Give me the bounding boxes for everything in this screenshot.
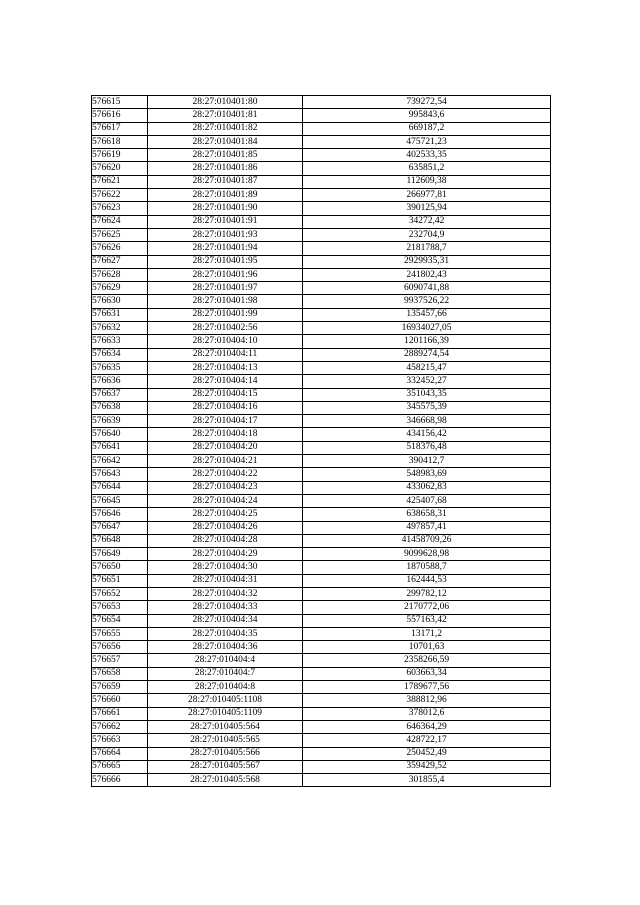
cadastral-value-cell: 2889274,54 [303,348,551,361]
table-row [92,587,551,600]
table-row [92,335,551,348]
cadastral-number-cell: 28:27:010404:34 [148,614,303,627]
table-row [92,734,551,747]
cadastral-number-cell: 28:27:010404:21 [148,455,303,468]
cadastral-value-cell: 9099628,98 [303,548,551,561]
cadastral-value-cell: 669187,2 [303,122,551,135]
cadastral-number-cell: 28:27:010401:90 [148,202,303,215]
cadastral-number-cell: 28:27:010404:32 [148,587,303,600]
table-row [92,667,551,680]
cadastral-value-cell: 232704,9 [303,228,551,241]
cadastral-value-cell: 112609,38 [303,175,551,188]
table-row [92,601,551,614]
table-row [92,455,551,468]
cadastral-value-cell: 301855,4 [303,774,551,787]
table-row [92,534,551,547]
cadastral-number-cell: 28:27:010404:7 [148,667,303,680]
cadastral-number-cell: 28:27:010405:565 [148,734,303,747]
cadastral-number-cell: 28:27:010401:84 [148,135,303,148]
table-row [92,641,551,654]
row-number-cell: 576617 [92,122,148,135]
cadastral-value-cell: 557163,42 [303,614,551,627]
table-row [92,694,551,707]
cadastral-value-cell: 332452,27 [303,375,551,388]
row-number-cell: 576651 [92,574,148,587]
cadastral-number-cell: 28:27:010404:16 [148,401,303,414]
cadastral-number-cell: 28:27:010404:17 [148,415,303,428]
cadastral-number-cell: 28:27:010401:85 [148,149,303,162]
row-number-cell: 576624 [92,215,148,228]
cadastral-value-cell: 475721,23 [303,135,551,148]
cadastral-value-cell: 34272,42 [303,215,551,228]
table-row [92,415,551,428]
row-number-cell: 576652 [92,587,148,600]
table-row [92,189,551,202]
cadastral-number-cell: 28:27:010405:566 [148,747,303,760]
cadastral-number-cell: 28:27:010404:30 [148,561,303,574]
row-number-cell: 576615 [92,96,148,109]
table-row [92,760,551,773]
cadastral-value-cell: 739272,54 [303,96,551,109]
row-number-cell: 576619 [92,149,148,162]
cadastral-number-cell: 28:27:010401:80 [148,96,303,109]
cadastral-number-cell: 28:27:010404:24 [148,494,303,507]
row-number-cell: 576645 [92,494,148,507]
table-row [92,109,551,122]
cadastral-number-cell: 28:27:010404:14 [148,375,303,388]
cadastral-number-cell: 28:27:010401:98 [148,295,303,308]
cadastral-value-cell: 13171,2 [303,627,551,640]
row-number-cell: 576618 [92,135,148,148]
cadastral-value-cell: 434156,42 [303,428,551,441]
row-number-cell: 576637 [92,388,148,401]
cadastral-value-cell: 646364,29 [303,720,551,733]
table-row [92,122,551,135]
cadastral-value-table [91,95,551,787]
cadastral-number-cell: 28:27:010405:1108 [148,694,303,707]
row-number-cell: 576661 [92,707,148,720]
cadastral-number-cell: 28:27:010404:29 [148,548,303,561]
cadastral-value-cell: 2181788,7 [303,242,551,255]
row-number-cell: 576641 [92,441,148,454]
cadastral-value-cell: 162444,53 [303,574,551,587]
row-number-cell: 576634 [92,348,148,361]
cadastral-value-cell: 638658,31 [303,508,551,521]
cadastral-number-cell: 28:27:010402:56 [148,322,303,335]
row-number-cell: 576629 [92,282,148,295]
row-number-cell: 576622 [92,189,148,202]
cadastral-value-cell: 6090741,88 [303,282,551,295]
row-number-cell: 576660 [92,694,148,707]
cadastral-value-cell: 390412,7 [303,455,551,468]
row-number-cell: 576664 [92,747,148,760]
cadastral-value-cell: 635851,2 [303,162,551,175]
cadastral-number-cell: 28:27:010401:95 [148,255,303,268]
cadastral-value-cell: 433062,83 [303,481,551,494]
cadastral-value-cell: 10701,63 [303,641,551,654]
row-number-cell: 576647 [92,521,148,534]
row-number-cell: 576616 [92,109,148,122]
row-number-cell: 576639 [92,415,148,428]
cadastral-number-cell: 28:27:010401:81 [148,109,303,122]
row-number-cell: 576653 [92,601,148,614]
cadastral-value-cell: 351043,35 [303,388,551,401]
cadastral-value-cell: 995843,6 [303,109,551,122]
cadastral-value-cell: 402533,35 [303,149,551,162]
cadastral-number-cell: 28:27:010405:564 [148,720,303,733]
table-row [92,481,551,494]
row-number-cell: 576644 [92,481,148,494]
row-number-cell: 576628 [92,268,148,281]
table-row [92,135,551,148]
cadastral-number-cell: 28:27:010401:94 [148,242,303,255]
cadastral-number-cell: 28:27:010404:35 [148,627,303,640]
cadastral-number-cell: 28:27:010404:33 [148,601,303,614]
cadastral-number-cell: 28:27:010404:13 [148,361,303,374]
table-row [92,508,551,521]
cadastral-value-cell: 346668,98 [303,415,551,428]
row-number-cell: 576649 [92,548,148,561]
cadastral-value-cell: 548983,69 [303,468,551,481]
row-number-cell: 576663 [92,734,148,747]
cadastral-value-cell: 388812,96 [303,694,551,707]
cadastral-value-cell: 266977,81 [303,189,551,202]
cadastral-value-cell: 41458709,26 [303,534,551,547]
table-row [92,149,551,162]
table-row [92,295,551,308]
cadastral-number-cell: 28:27:010404:25 [148,508,303,521]
cadastral-value-cell: 1789677,56 [303,681,551,694]
table-row [92,654,551,667]
cadastral-number-cell: 28:27:010404:11 [148,348,303,361]
row-number-cell: 576643 [92,468,148,481]
table-row [92,242,551,255]
row-number-cell: 576655 [92,627,148,640]
row-number-cell: 576642 [92,455,148,468]
row-number-cell: 576621 [92,175,148,188]
cadastral-value-cell: 9937526,22 [303,295,551,308]
cadastral-value-cell: 16934027,05 [303,322,551,335]
cadastral-value-cell: 390125,94 [303,202,551,215]
table-row [92,720,551,733]
cadastral-value-cell: 1870588,7 [303,561,551,574]
table-row [92,548,551,561]
cadastral-number-cell: 28:27:010404:22 [148,468,303,481]
cadastral-value-cell: 497857,41 [303,521,551,534]
table-row [92,441,551,454]
cadastral-number-cell: 28:27:010404:26 [148,521,303,534]
cadastral-value-cell: 250452,49 [303,747,551,760]
table-row [92,255,551,268]
cadastral-number-cell: 28:27:010405:568 [148,774,303,787]
row-number-cell: 576635 [92,361,148,374]
cadastral-number-cell: 28:27:010401:97 [148,282,303,295]
row-number-cell: 576665 [92,760,148,773]
cadastral-number-cell: 28:27:010404:4 [148,654,303,667]
cadastral-value-cell: 2170772,06 [303,601,551,614]
row-number-cell: 576636 [92,375,148,388]
table-row [92,96,551,109]
table-row [92,282,551,295]
table-row [92,162,551,175]
cadastral-value-cell: 425407,68 [303,494,551,507]
row-number-cell: 576650 [92,561,148,574]
row-number-cell: 576662 [92,720,148,733]
cadastral-number-cell: 28:27:010401:93 [148,228,303,241]
row-number-cell: 576659 [92,681,148,694]
row-number-cell: 576620 [92,162,148,175]
cadastral-value-cell: 345575,39 [303,401,551,414]
table-row [92,681,551,694]
row-number-cell: 576632 [92,322,148,335]
row-number-cell: 576657 [92,654,148,667]
cadastral-value-cell: 378012,6 [303,707,551,720]
cadastral-number-cell: 28:27:010404:20 [148,441,303,454]
cadastral-value-cell: 518376,48 [303,441,551,454]
table-body [92,96,551,787]
row-number-cell: 576626 [92,242,148,255]
table-row [92,574,551,587]
table-row [92,747,551,760]
table-row [92,228,551,241]
table-row [92,627,551,640]
table-row [92,561,551,574]
cadastral-number-cell: 28:27:010401:91 [148,215,303,228]
cadastral-value-cell: 2929935,31 [303,255,551,268]
cadastral-number-cell: 28:27:010404:23 [148,481,303,494]
row-number-cell: 576625 [92,228,148,241]
row-number-cell: 576640 [92,428,148,441]
row-number-cell: 576658 [92,667,148,680]
cadastral-value-cell: 1201166,39 [303,335,551,348]
row-number-cell: 576627 [92,255,148,268]
table-row [92,268,551,281]
cadastral-number-cell: 28:27:010404:28 [148,534,303,547]
cadastral-number-cell: 28:27:010404:18 [148,428,303,441]
cadastral-value-cell: 135457,66 [303,308,551,321]
row-number-cell: 576623 [92,202,148,215]
table-row [92,308,551,321]
cadastral-value-cell: 299782,12 [303,587,551,600]
cadastral-number-cell: 28:27:010404:8 [148,681,303,694]
table-row [92,175,551,188]
cadastral-number-cell: 28:27:010404:15 [148,388,303,401]
cadastral-number-cell: 28:27:010401:87 [148,175,303,188]
row-number-cell: 576648 [92,534,148,547]
cadastral-number-cell: 28:27:010401:86 [148,162,303,175]
table-row [92,494,551,507]
table-row [92,348,551,361]
table-row [92,521,551,534]
cadastral-value-cell: 428722,17 [303,734,551,747]
table-row [92,428,551,441]
row-number-cell: 576654 [92,614,148,627]
cadastral-value-cell: 2358266,59 [303,654,551,667]
cadastral-number-cell: 28:27:010401:82 [148,122,303,135]
row-number-cell: 576633 [92,335,148,348]
row-number-cell: 576638 [92,401,148,414]
cadastral-value-cell: 458215,47 [303,361,551,374]
cadastral-number-cell: 28:27:010401:96 [148,268,303,281]
cadastral-value-cell: 241802,43 [303,268,551,281]
table-row [92,388,551,401]
row-number-cell: 576666 [92,774,148,787]
table-row [92,614,551,627]
cadastral-value-cell: 359429,52 [303,760,551,773]
row-number-cell: 576631 [92,308,148,321]
table-row [92,202,551,215]
table-row [92,707,551,720]
cadastral-number-cell: 28:27:010401:99 [148,308,303,321]
table-row [92,322,551,335]
table-row [92,468,551,481]
row-number-cell: 576630 [92,295,148,308]
row-number-cell: 576656 [92,641,148,654]
cadastral-number-cell: 28:27:010404:10 [148,335,303,348]
cadastral-number-cell: 28:27:010405:567 [148,760,303,773]
table-row [92,215,551,228]
cadastral-value-cell: 603663,34 [303,667,551,680]
cadastral-number-cell: 28:27:010405:1109 [148,707,303,720]
table-row [92,401,551,414]
table-row [92,361,551,374]
row-number-cell: 576646 [92,508,148,521]
cadastral-number-cell: 28:27:010404:36 [148,641,303,654]
cadastral-number-cell: 28:27:010401:89 [148,189,303,202]
table-row [92,774,551,787]
table-row [92,375,551,388]
cadastral-number-cell: 28:27:010404:31 [148,574,303,587]
